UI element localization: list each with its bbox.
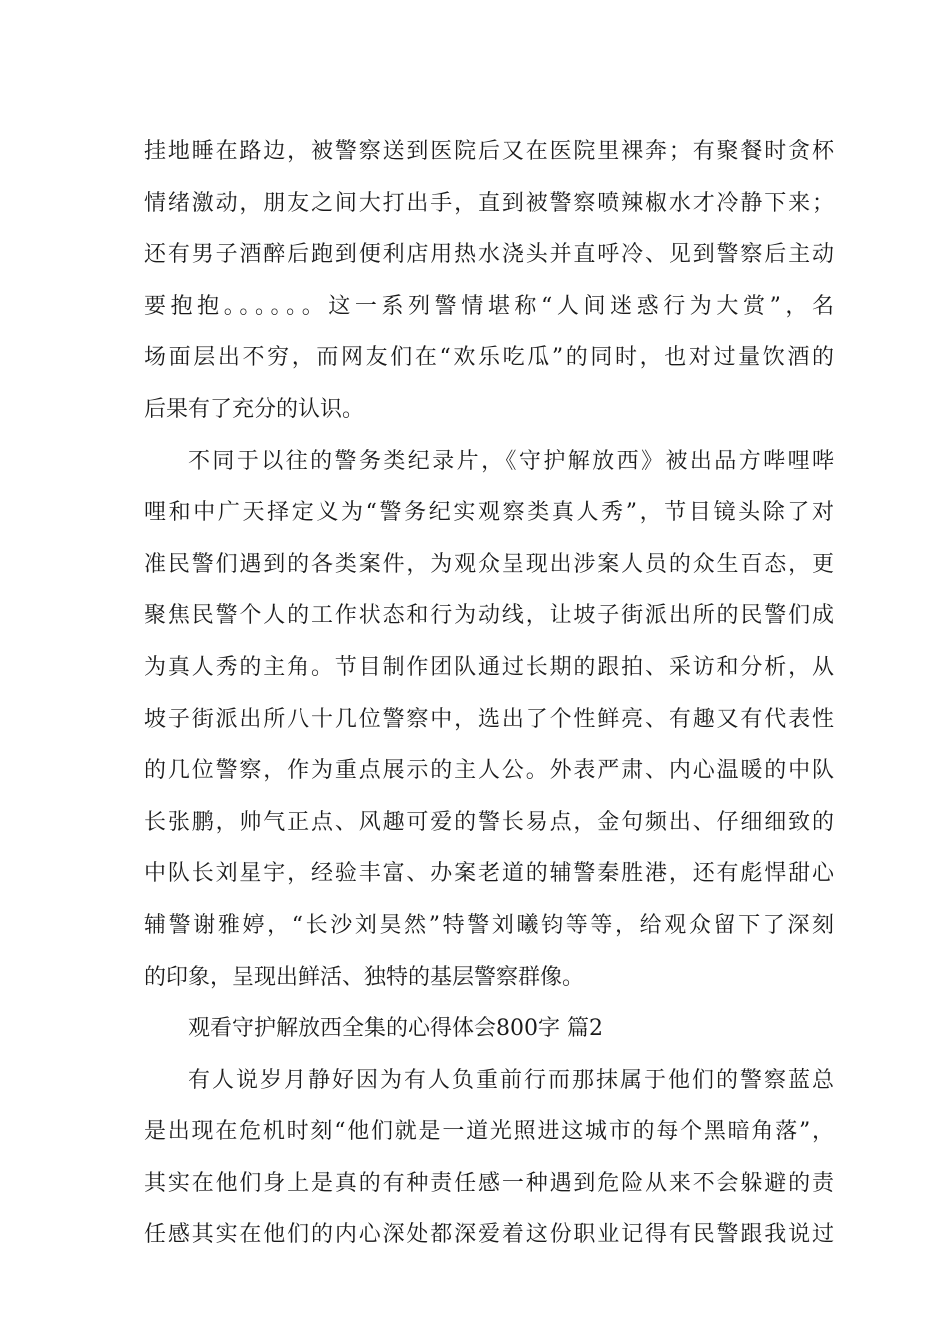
paragraph-2 (144, 436, 834, 1004)
text-line: 情绪激动，朋友之间大打出手，直到被警察喷辣椒水才冷静下来； (144, 190, 834, 216)
text-line: 后果有了充分的认识。 (144, 396, 365, 422)
heading-text: 观看守护解放西全集的心得体会800字 篇2 (188, 1016, 603, 1042)
text-line: 辅警谢雅婷，“长沙刘昊然”特警刘曦钧等等，给观众留下了深刻 (144, 912, 834, 938)
text-line: 准民警们遇到的各类案件，为观众呈现出涉案人员的众生百态，更 (144, 551, 834, 577)
text-line: 聚焦民警个人的工作状态和行为动线，让坡子街派出所的民警们成 (144, 603, 834, 629)
text-line: 任感其实在他们的内心深处都深爱着这份职业记得有民警跟我说过 (144, 1222, 834, 1248)
section-heading (144, 1003, 834, 1055)
text-line: 的几位警察，作为重点展示的主人公。外表严肃、内心温暖的中队 (144, 758, 834, 784)
paragraph-1 (144, 126, 834, 436)
text-line: 挂地睡在路边，被警察送到医院后又在医院里裸奔；有聚餐时贪杯 (144, 139, 834, 164)
text-line: 不同于以往的警务类纪录片，《守护解放西》被出品方哔哩哔 (188, 448, 834, 474)
document-body (144, 126, 834, 1261)
text-line: 中队长刘星宇，经验丰富、办案老道的辅警秦胜港，还有彪悍甜心 (144, 861, 834, 887)
text-line: 还有男子酒醉后跑到便利店用热水浇头并直呼冷、见到警察后主动 (144, 242, 834, 268)
text-line: 场面层出不穷，而网友们在“欢乐吃瓜”的同时，也对过量饮酒的 (144, 345, 834, 371)
text-line: 哩和中广天择定义为“警务纪实观察类真人秀”，节目镜头除了对 (144, 500, 834, 526)
paragraph-3 (144, 1055, 834, 1261)
text-line: 为真人秀的主角。节目制作团队通过长期的跟拍、采访和分析，从 (144, 654, 834, 680)
text-line: 是出现在危机时刻“他们就是一道光照进这城市的每个黑暗角落”， (144, 1119, 834, 1145)
text-line: 有人说岁月静好因为有人负重前行而那抹属于他们的警察蓝总 (188, 1067, 834, 1093)
text-line: 要抱抱。。。。。。这一系列警情堪称“人间迷惑行为大赏”，名 (144, 293, 834, 319)
text-line: 长张鹏，帅气正点、风趣可爱的警长易点，金句频出、仔细细致的 (144, 809, 834, 835)
text-line: 其实在他们身上是真的有种责任感一种遇到危险从来不会躲避的责 (144, 1170, 834, 1196)
text-line: 坡子街派出所八十几位警察中，选出了个性鲜亮、有趣又有代表性 (144, 706, 834, 732)
text-line: 的印象，呈现出鲜活、独特的基层警察群像。 (144, 964, 585, 990)
